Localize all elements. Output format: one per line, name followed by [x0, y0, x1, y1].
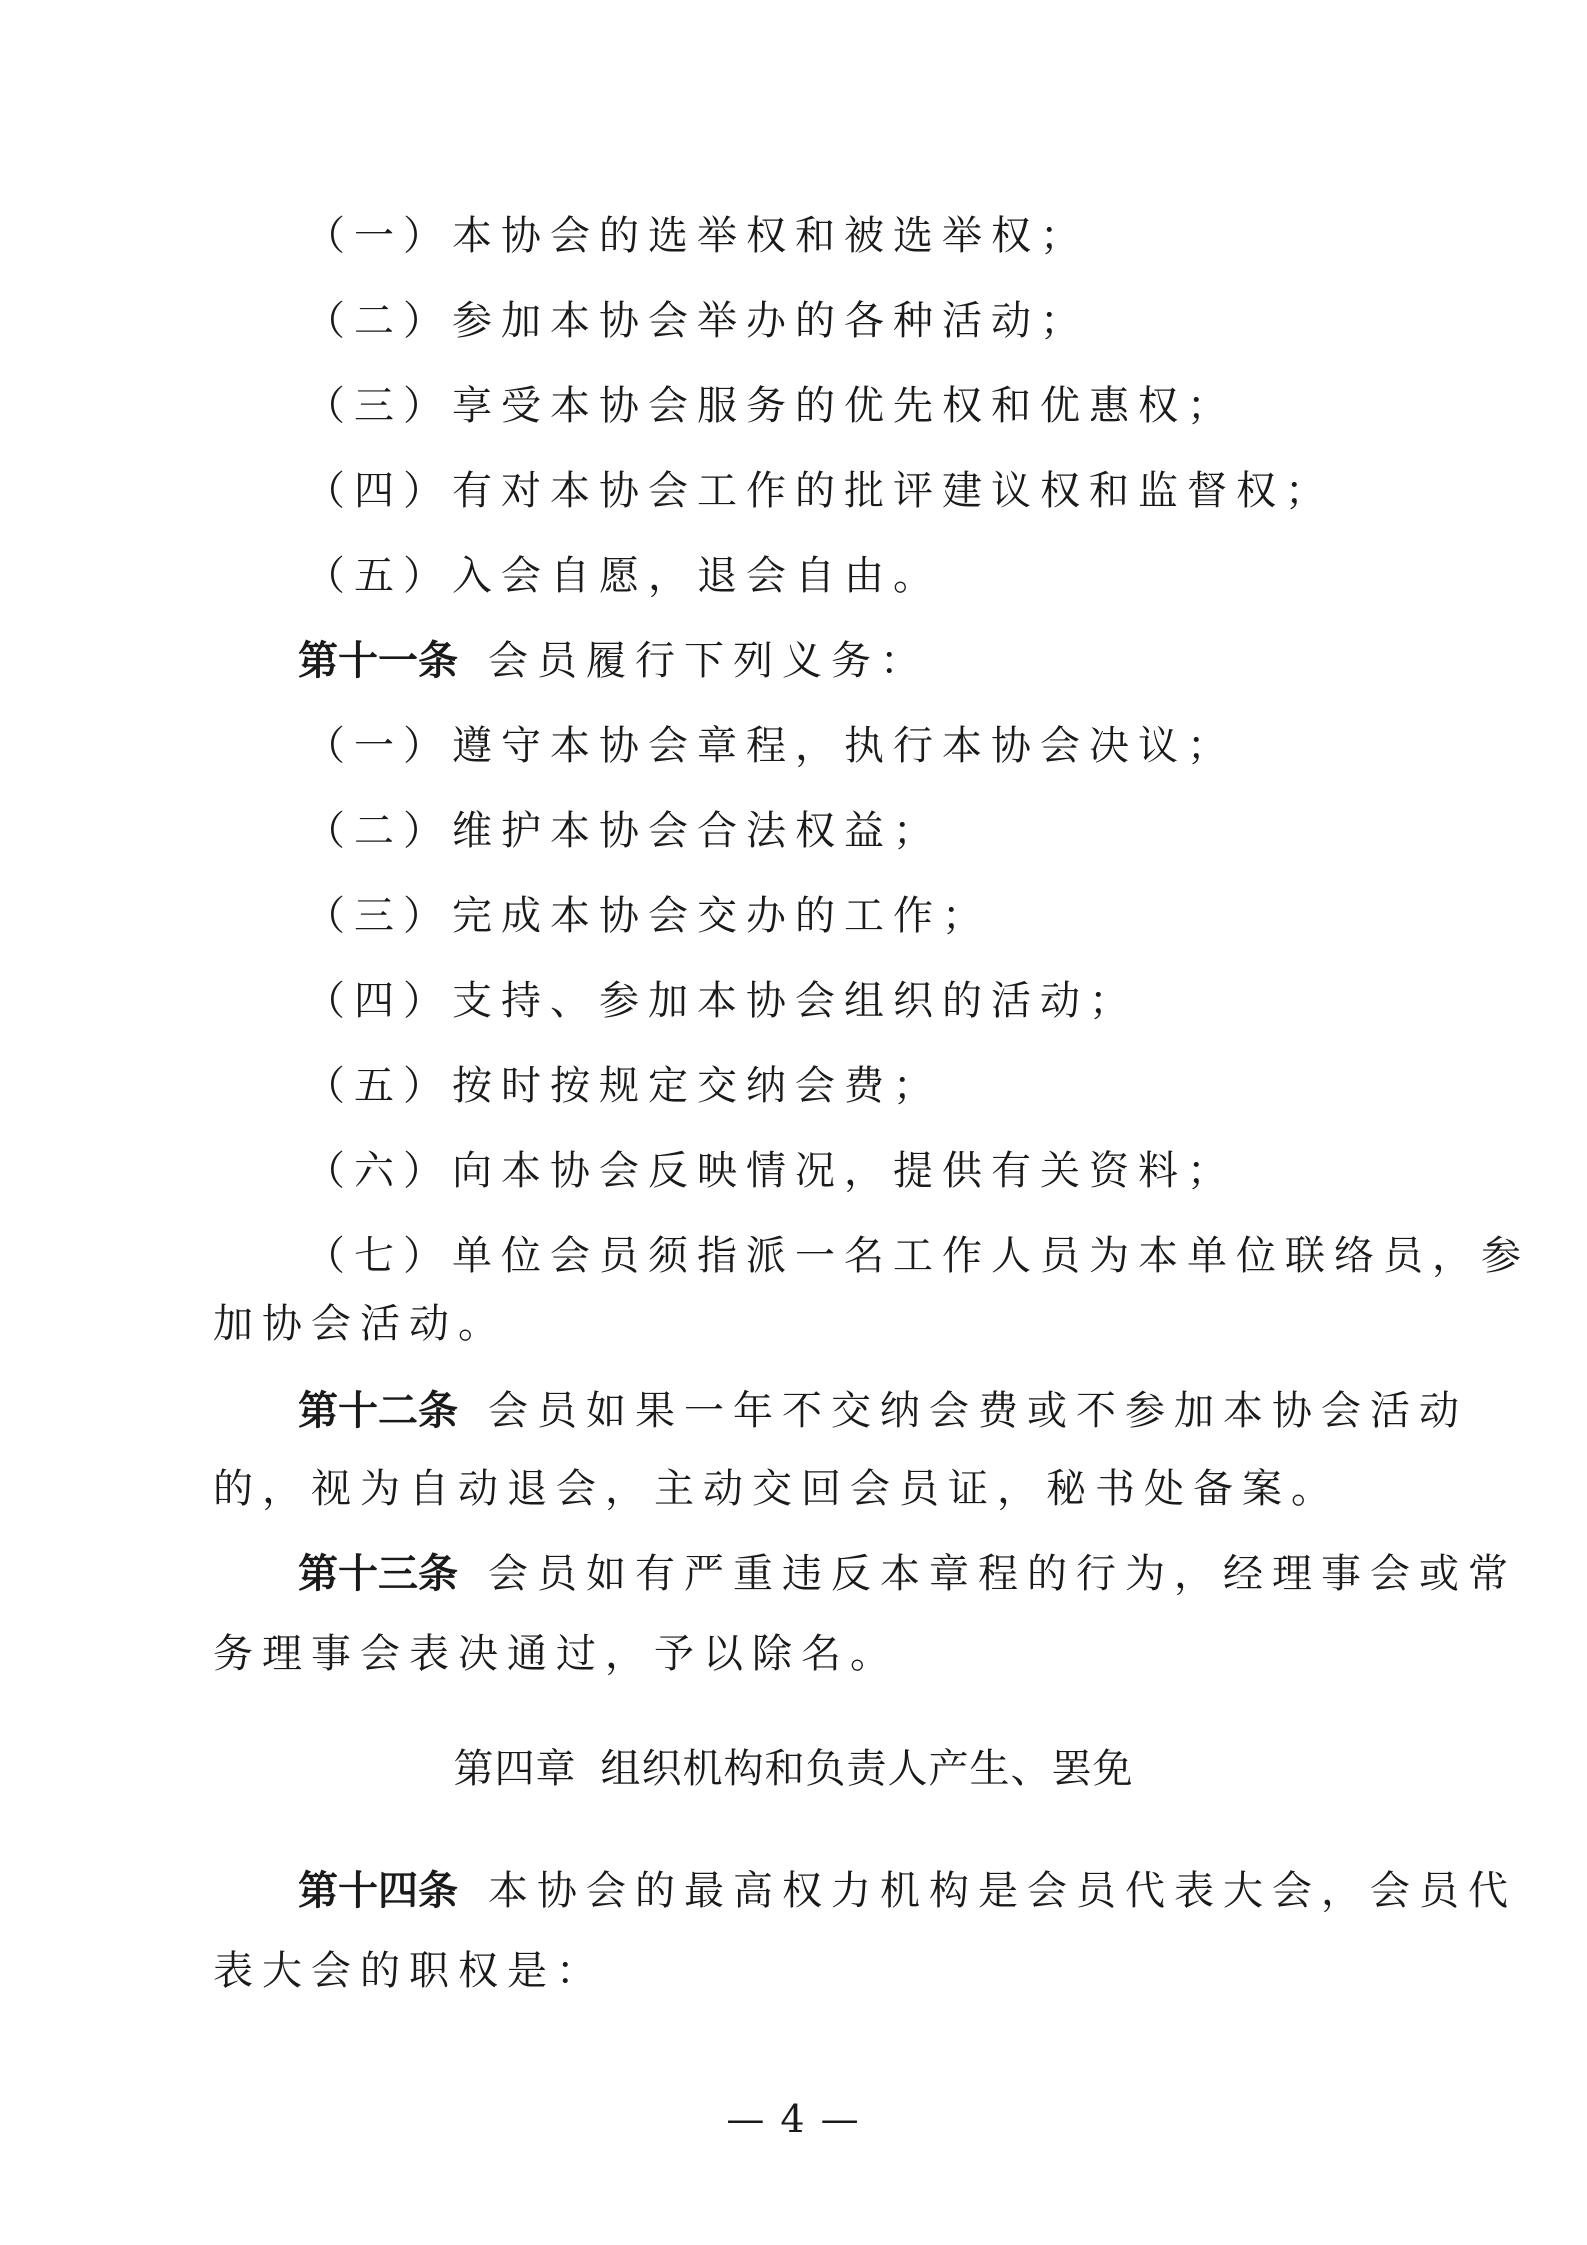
chapter-number: 第四章 [453, 1746, 577, 1792]
article-13-continuation: 务理事会表决通过，予以除名。 [213, 1631, 899, 1677]
article-13-text: 会员如有严重违反本章程的行为，经理事会或常 [488, 1551, 1517, 1597]
article-12-text: 会员如果一年不交纳会费或不参加本协会活动 [488, 1388, 1468, 1434]
article-12 [298, 1387, 1468, 1435]
duty-item-7: （七）单位会员须指派一名工作人员为本单位联络员，参 [305, 1233, 1530, 1279]
article-14 [298, 1867, 1517, 1915]
rights-item-5: （五）入会自愿，退会自由。 [305, 553, 942, 599]
article-14-text: 本协会的最高权力机构是会员代表大会，会员代 [488, 1868, 1517, 1914]
duty-item-3: （三）完成本协会交办的工作； [305, 893, 991, 939]
rights-item-3: （三）享受本协会服务的优先权和优惠权； [305, 383, 1236, 429]
rights-item-2: （二）参加本协会举办的各种活动； [305, 298, 1089, 344]
rights-item-4: （四）有对本协会工作的批评建议权和监督权； [305, 468, 1334, 514]
chapter-heading [0, 1745, 1587, 1793]
article-13-label: 第十三条 [298, 1551, 458, 1597]
chapter-title: 组织机构和负责人产生、罢免 [600, 1746, 1134, 1792]
article-11-text: 会员履行下列义务： [488, 638, 929, 684]
duty-item-6: （六）向本协会反映情况，提供有关资料； [305, 1148, 1236, 1194]
article-11-label: 第十一条 [298, 638, 458, 684]
article-14-label: 第十四条 [298, 1868, 458, 1914]
duty-item-7-continuation: 加协会活动。 [213, 1301, 507, 1347]
duty-item-5: （五）按时按规定交纳会费； [305, 1063, 942, 1109]
article-11 [298, 637, 929, 685]
article-12-continuation: 的，视为自动退会，主动交回会员证，秘书处备案。 [213, 1466, 1340, 1512]
page-number: — 4 — [726, 2097, 861, 2141]
duty-item-2: （二）维护本协会合法权益； [305, 808, 942, 854]
duty-item-4: （四）支持、参加本协会组织的活动； [305, 978, 1138, 1024]
duty-item-1: （一）遵守本协会章程，执行本协会决议； [305, 723, 1236, 769]
rights-item-1: （一）本协会的选举权和被选举权； [305, 213, 1089, 259]
article-13 [298, 1550, 1517, 1598]
article-12-label: 第十二条 [298, 1388, 458, 1434]
article-14-continuation: 表大会的职权是： [213, 1948, 605, 1994]
